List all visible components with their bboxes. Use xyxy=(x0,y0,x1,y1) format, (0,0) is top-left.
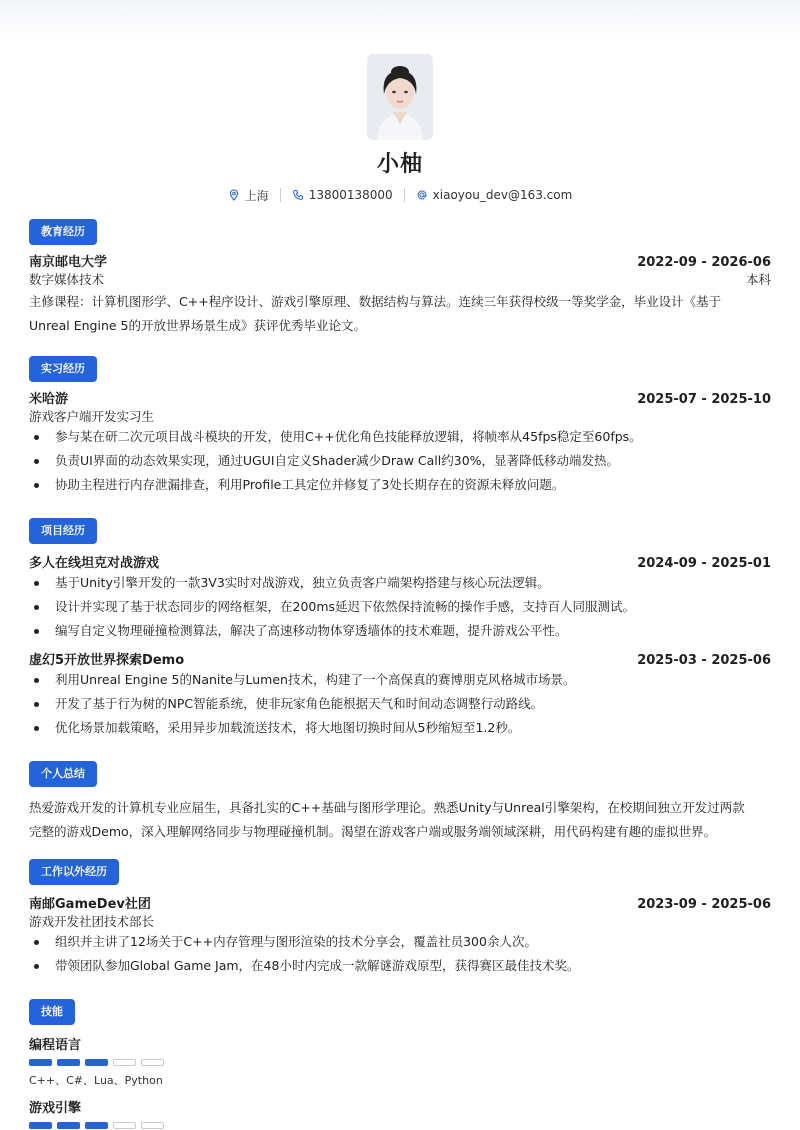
list-item: 优化场景加载策略，采用异步加载流送技术，将大地图切换时间从5秒缩短至1.2秒。 xyxy=(29,716,771,740)
project-row xyxy=(29,649,771,668)
list-item: 基于Unity引擎开发的一款3V3实时对战游戏，独立负责客户端架构搭建与核心玩法逻辑。 xyxy=(29,571,771,595)
skill-item xyxy=(29,1034,771,1088)
email-text: xiaoyou_dev@163.com xyxy=(432,188,573,202)
summary-heading: 个人总结 xyxy=(29,761,97,787)
skill-name: 游戏引擎 xyxy=(29,1101,82,1116)
internship-date: 2025-07 - 2025-10 xyxy=(637,392,771,407)
list-item: 协助主程进行内存泄漏排查，利用Profile工具定位并修复了3处长期存在的资源未释放问题。 xyxy=(29,473,771,497)
phone-icon xyxy=(292,189,304,201)
summary-section xyxy=(29,761,771,844)
project-row xyxy=(29,552,771,571)
education-desc-line: 主修课程：计算机图形学、C++程序设计、游戏引擎原理、数据结构与算法。连续三年获得校级一等奖学金，毕业设计《基于 xyxy=(29,294,722,309)
location-text: 上海 xyxy=(244,188,269,203)
education-section xyxy=(29,219,771,338)
list-item: 负责UI界面的动态效果实现，通过UGUI自定义Shader减少Draw Call约30%，显著降低移动端发热。 xyxy=(29,449,771,473)
project-date: 2025-03 - 2025-06 xyxy=(637,653,771,668)
projects-section xyxy=(29,518,771,740)
education-detail-row xyxy=(29,270,771,288)
internship-heading: 实习经历 xyxy=(29,356,97,382)
skill-level-segment xyxy=(113,1122,136,1129)
extra-section xyxy=(29,859,771,978)
internship-role: 游戏客户端开发实习生 xyxy=(29,409,155,424)
education-row xyxy=(29,251,771,270)
skill-level-segment xyxy=(85,1122,108,1129)
list-item: 开发了基于行为树的NPC智能系统，使非玩家角色能根据天气和时间动态调整行动路线。 xyxy=(29,692,771,716)
list-item: 带领团队参加Global Game Jam，在48小时内完成一款解谜游戏原型，获得赛区最佳技术奖。 xyxy=(29,954,771,978)
skill-level-segment xyxy=(141,1122,164,1129)
contact-email xyxy=(405,188,584,202)
org-name: 南邮GameDev社团 xyxy=(29,897,151,912)
degree: 本科 xyxy=(745,272,771,287)
project-bullets xyxy=(29,571,771,643)
extra-role: 游戏开发社团技术部长 xyxy=(29,914,155,929)
avatar xyxy=(367,54,433,140)
skill-level-bar xyxy=(29,1122,771,1129)
skill-level-segment xyxy=(29,1122,52,1129)
project-date: 2024-09 - 2025-01 xyxy=(637,556,771,571)
project-title: 多人在线坦克对战游戏 xyxy=(29,556,160,571)
avatar-portrait xyxy=(367,54,433,140)
contact-bar xyxy=(0,186,800,204)
project-bullets xyxy=(29,668,771,740)
skills-heading: 技能 xyxy=(29,999,75,1025)
extra-heading: 工作以外经历 xyxy=(29,859,119,885)
internship-section xyxy=(29,356,771,497)
projects-heading: 项目经历 xyxy=(29,518,97,544)
project-title: 虚幻5开放世界探索Demo xyxy=(29,653,185,668)
skill-level-segment xyxy=(85,1059,108,1066)
education-heading: 教育经历 xyxy=(29,219,97,245)
list-item: 利用Unreal Engine 5的Nanite与Lumen技术，构建了一个高保真的赛博朋克风格城市场景。 xyxy=(29,668,771,692)
education-date: 2022-09 - 2026-06 xyxy=(637,255,771,270)
company-name: 米哈游 xyxy=(29,392,69,407)
summary-line: 完整的游戏Demo，深入理解网络同步与物理碰撞机制。渴望在游戏客户端或服务端领域深耕，用代码构建有趣的虚拟世界。 xyxy=(29,824,717,839)
list-item: 参与某在研二次元项目战斗模块的开发，使用C++优化角色技能释放逻辑，将帧率从45fps稳定至60fps。 xyxy=(29,425,771,449)
contact-phone xyxy=(281,188,404,202)
skill-detail: C++、C#、Lua、Python xyxy=(29,1074,163,1087)
candidate-name: 小柚 xyxy=(376,152,423,177)
major: 数字媒体技术 xyxy=(29,272,105,287)
skills-section xyxy=(29,999,771,1129)
list-item: 设计并实现了基于状态同步的网络框架，在200ms延迟下依然保持流畅的操作手感，支持百人同服测试。 xyxy=(29,595,771,619)
skill-level-bar xyxy=(29,1059,771,1066)
at-sign-icon xyxy=(416,189,428,201)
extra-bullets xyxy=(29,930,771,978)
skill-item xyxy=(29,1097,771,1129)
extra-row xyxy=(29,893,771,912)
skill-level-segment xyxy=(57,1059,80,1066)
education-description xyxy=(29,290,771,338)
skill-level-segment xyxy=(29,1059,52,1066)
phone-text: 13800138000 xyxy=(308,188,393,202)
skill-level-segment xyxy=(113,1059,136,1066)
summary-text xyxy=(29,796,771,844)
internship-bullets xyxy=(29,425,771,497)
skill-name: 编程语言 xyxy=(29,1038,82,1053)
school-name: 南京邮电大学 xyxy=(29,255,108,270)
extra-date: 2023-09 - 2025-06 xyxy=(637,897,771,912)
contact-location xyxy=(217,187,280,204)
skill-level-segment xyxy=(57,1122,80,1129)
skill-level-segment xyxy=(141,1059,164,1066)
resume-header xyxy=(0,0,800,204)
internship-row xyxy=(29,388,771,407)
education-desc-line: Unreal Engine 5的开放世界场景生成》获评优秀毕业论文。 xyxy=(29,318,367,333)
list-item: 组织并主讲了12场关于C++内存管理与图形渲染的技术分享会，覆盖社员300余人次。 xyxy=(29,930,771,954)
location-pin-icon xyxy=(228,189,240,201)
list-item: 编写自定义物理碰撞检测算法，解决了高速移动物体穿透墙体的技术难题，提升游戏公平性。 xyxy=(29,619,771,643)
summary-line: 热爱游戏开发的计算机专业应届生，具备扎实的C++基础与图形学理论。熟悉Unity与Unreal引擎架构，在校期间独立开发过两款 xyxy=(29,800,745,815)
